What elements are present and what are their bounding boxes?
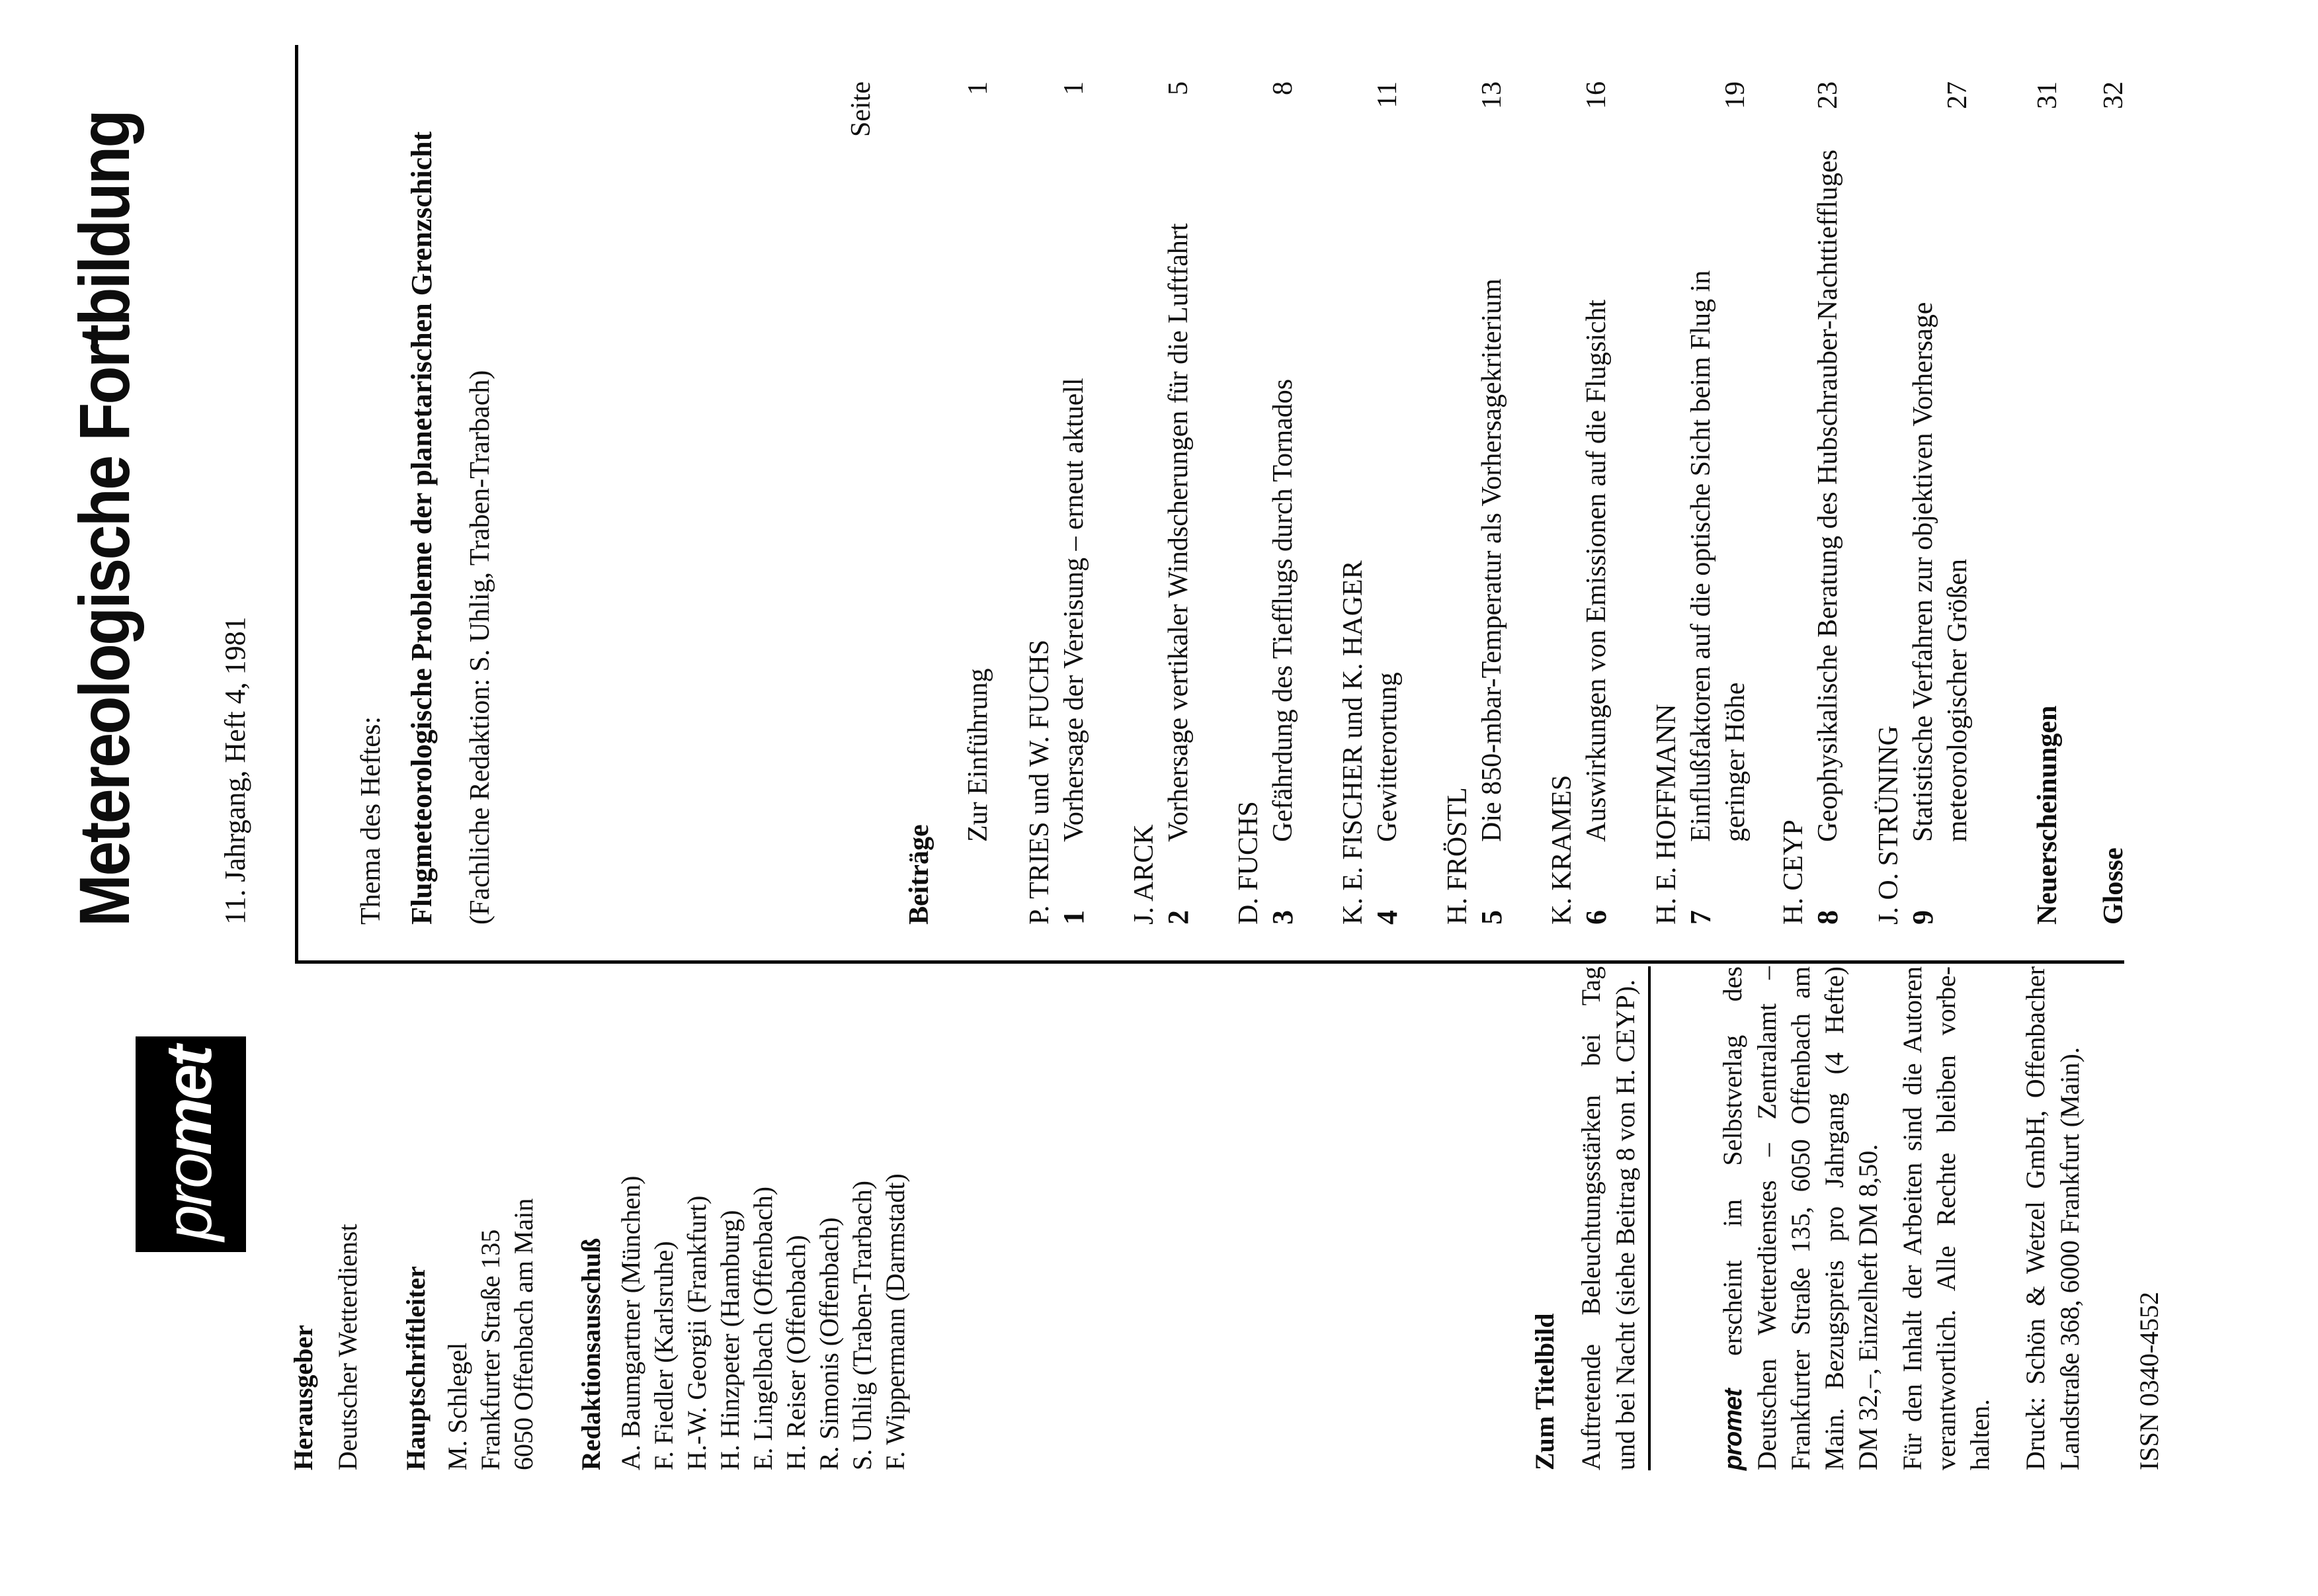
chief-editor-line: 6050 Offenbach am Main xyxy=(509,1198,538,1470)
toc-entry-title: Statistische Verfahren zur objektiven Vorhersage xyxy=(1908,302,1938,842)
toc-intro-title: Zur Einführung xyxy=(963,668,993,842)
rights-line: halten. xyxy=(1965,1399,1995,1470)
publishing-line: Deutschen Wetterdienstes – Zentralamt – xyxy=(1752,966,1782,1470)
toc-entry-author: H. FRÖSTL xyxy=(1442,787,1473,925)
column-divider-rule xyxy=(295,960,2124,964)
editorial-board-member: A. Baumgartner (München) xyxy=(616,1175,645,1470)
toc-entry-title: Einflußfaktoren auf die optische Sicht beim Flug in xyxy=(1686,270,1716,842)
toc-page-column-header: Seite xyxy=(846,81,876,137)
toc-extra-page: 32 xyxy=(2098,81,2129,109)
toc-entry-page: 19 xyxy=(1720,81,1751,109)
toc-section-header: Beiträge xyxy=(904,824,934,925)
editorial-board-member: S. Uhlig (Traben-Trarbach) xyxy=(847,1180,877,1470)
toc-entry-title: Auswirkungen von Emissionen auf die Flugsicht xyxy=(1581,299,1612,842)
toc-entry-page: 5 xyxy=(1163,81,1194,95)
theme-editor-note: (Fachliche Redaktion: S. Uhlig, Traben-Trarbach) xyxy=(465,370,495,925)
editorial-board-member: H. Reiser (Offenbach) xyxy=(781,1235,811,1470)
toc-entry-author: D. FUCHS xyxy=(1233,801,1264,925)
imprint-divider-rule xyxy=(1648,966,1651,1470)
editorial-board-member: H.-W. Georgii (Frankfurt) xyxy=(682,1195,712,1470)
toc-entry-author: J. ARCK xyxy=(1129,824,1159,925)
toc-entry-page: 16 xyxy=(1581,81,1612,109)
publishing-line xyxy=(1717,966,1748,1470)
toc-entry-author: K. KRAMES xyxy=(1547,775,1577,925)
publisher-label: Herausgeber xyxy=(288,1325,318,1470)
toc-extra-page: 31 xyxy=(2032,81,2063,109)
toc-entry-page: 11 xyxy=(1372,81,1403,108)
toc-entry-number: 3 xyxy=(1266,910,1299,925)
publishing-line: DM 32,–, Einzelheft DM 8,50. xyxy=(1853,1144,1883,1470)
masthead-rule xyxy=(295,45,298,962)
rights-line: Für den Inhalt der Arbeiten sind die Autoren xyxy=(1897,966,1927,1470)
theme-title: Flugmeteorologische Probleme der planetarischen Grenzschicht xyxy=(405,131,438,925)
toc-entry-number: 9 xyxy=(1907,910,1939,925)
toc-entry-page: 1 xyxy=(1059,81,1089,95)
toc-entry-page: 23 xyxy=(1813,81,1843,109)
toc-entry-author: H. E. HOFFMANN xyxy=(1651,704,1682,925)
theme-label: Thema des Heftes: xyxy=(356,716,386,925)
editorial-board-member: E. Lingelbach (Offenbach) xyxy=(748,1186,778,1470)
promet-wordmark: promet xyxy=(1719,1389,1747,1470)
publishing-line: Main. Bezugspreis pro Jahrgang (4 Hefte) xyxy=(1819,966,1849,1470)
cover-note-line: und bei Nacht (siehe Beitrag 8 von H. CEYP). xyxy=(1610,979,1640,1470)
toc-entry-title-line2: meteorologischer Größen xyxy=(1942,558,1973,842)
promet-logo xyxy=(136,1036,246,1252)
promet-logo-met: met xyxy=(152,1048,225,1155)
toc-entry-title: Vorhersage der Vereisung – erneut aktuell xyxy=(1059,378,1089,842)
toc-entry-page: 8 xyxy=(1268,81,1298,95)
toc-entry-title-line2: geringer Höhe xyxy=(1720,682,1751,842)
journal-title: Metereologische Fortbildung xyxy=(64,111,144,927)
toc-entry-page: 13 xyxy=(1477,81,1507,109)
toc-extra-title: Neuerscheinungen xyxy=(2032,705,2063,925)
editorial-board-label: Redaktionsausschuß xyxy=(576,1238,606,1470)
toc-entry-number: 8 xyxy=(1811,910,1844,925)
toc-entry-number: 1 xyxy=(1057,910,1090,925)
publisher-name: Deutscher Wetterdienst xyxy=(333,1224,362,1470)
rights-line: verantwortlich. Alle Rechte bleiben vorbe- xyxy=(1931,966,1961,1470)
promet-logo-pro: pro xyxy=(152,1155,225,1241)
editorial-board-member: R. Simonis (Offenbach) xyxy=(814,1217,844,1470)
toc-entry-number: 2 xyxy=(1162,910,1194,925)
toc-entry-number: 5 xyxy=(1475,910,1508,925)
toc-entry-title: Die 850-mbar-Temperatur als Vorhersagekriterium xyxy=(1477,278,1507,842)
toc-entry-author: K. E. FISCHER und K. HAGER xyxy=(1338,560,1368,925)
chief-editor-label: Hauptschriftleiter xyxy=(401,1266,431,1470)
print-line: Landstraße 368, 6000 Frankfurt (Main). xyxy=(2055,1047,2085,1470)
toc-entry-title: Vorhersage vertikaler Windscherungen für die Luftfahrt xyxy=(1163,223,1194,842)
toc-entry-page: 27 xyxy=(1942,81,1973,109)
editorial-board-member: F. Fiedler (Karlsruhe) xyxy=(649,1241,679,1470)
toc-entry-author: J. O. STRÜNING xyxy=(1874,725,1904,925)
publishing-line-text: erscheint im Selbstverlag des xyxy=(1718,966,1747,1356)
toc-extra-title: Glosse xyxy=(2098,847,2129,925)
editorial-board-member: F. Wippermann (Darmstadt) xyxy=(880,1173,910,1470)
toc-entry-number: 6 xyxy=(1580,910,1612,925)
toc-entry-title: Geophysikalische Beratung des Hubschrauber-Nachttieffluges xyxy=(1813,149,1843,842)
cover-note-label: Zum Titelbild xyxy=(1530,1313,1559,1470)
editorial-board-member: H. Hinzpeter (Hamburg) xyxy=(715,1210,745,1470)
issn-number: ISSN 0340-4552 xyxy=(2134,1291,2164,1470)
chief-editor-line: Frankfurter Straße 135 xyxy=(476,1229,505,1470)
cover-note-line: Auftretende Beleuchtungsstärken bei Tag xyxy=(1576,966,1606,1470)
toc-entry-author: H. CEYP xyxy=(1778,819,1809,925)
chief-editor-line: M. Schlegel xyxy=(442,1342,472,1470)
toc-entry-author: P. TRIES und W. FUCHS xyxy=(1024,639,1055,925)
issue-line: 11. Jahrgang, Heft 4, 1981 xyxy=(219,616,251,925)
publishing-line: Frankfurter Straße 135, 6050 Offenbach am xyxy=(1786,966,1815,1470)
toc-entry-title: Gefährdung des Tiefflugs durch Tornados xyxy=(1268,378,1298,842)
print-line: Druck: Schön & Wetzel GmbH, Offenbacher xyxy=(2020,966,2050,1470)
toc-entry-number: 7 xyxy=(1684,910,1717,925)
toc-intro-page: 1 xyxy=(963,81,993,95)
toc-entry-title: Gewitterortung xyxy=(1372,672,1403,842)
toc-entry-number: 4 xyxy=(1371,910,1403,925)
